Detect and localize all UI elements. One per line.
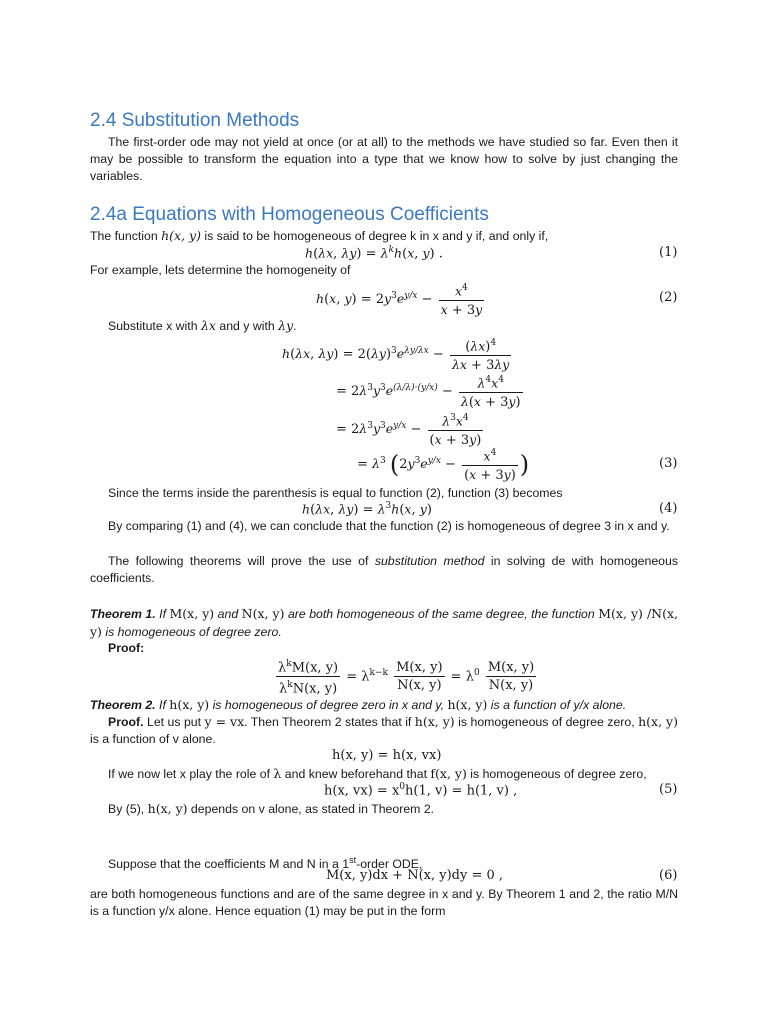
suppose-text: Suppose that the coefficients M and N in a 1st-order ODE, bbox=[108, 855, 423, 872]
equation-number-2: (2) bbox=[659, 290, 678, 305]
by5-text: By (5), h(x, y) depends on v alone, as stated in Theorem 2. bbox=[108, 801, 435, 816]
theorem-1: Theorem 1. If M(x, y) and N(x, y) are both homogeneous of the same degree, the function M(x, y) /N(x, y) is homogeneous of degree zero. bbox=[90, 606, 678, 639]
subsection-heading: 2.4a Equations with Homogeneous Coefficients bbox=[90, 204, 489, 225]
substitute-text: Substitute x with λx and y with λy. bbox=[108, 318, 297, 333]
derivation-line-1: h(λx, $\lambda y) = 2(\lambda y)^3e^{\lambda y/\lambda x}$ − $\frac{(\lambda x)^4}{\lambda x + 3\lambda y}$ bbox=[282, 335, 513, 374]
equation-5: h(x, $vx) = x^0h(1$, v) = h(1, v) , bbox=[324, 782, 518, 799]
since-text: Since the terms inside the parenthesis is equal to function (2), function (3) becomes bbox=[108, 486, 563, 500]
theorem-2: Theorem 2. If h(x, y) is homogeneous of degree zero in x and y, h(x, y) is a function of y/x alone. bbox=[90, 697, 627, 712]
equation-number-5: (5) bbox=[659, 782, 678, 797]
equation-6: M(x, y)dx + N(x, y)dy = 0 , bbox=[326, 868, 504, 883]
derivation-line-2: = $2\lambda^3y^3e^{(\lambda/\lambda)\cdot(y/x)}$ − $\frac{\lambda^4x^4}{\lambda(x + 3y)}$ bbox=[336, 372, 525, 411]
ifnow-text: If we now let x play the role of λ and knew beforehand that f(x, y) is homogeneous of degree zero, bbox=[108, 766, 647, 781]
following-paragraph: The following theorems will prove the use of substitution method in solving de with homogeneous coefficients. bbox=[90, 554, 679, 585]
equation-4: h(λx, $\lambda y) = \lambda^3h(x$, y) bbox=[302, 501, 432, 518]
equation-number-6: (6) bbox=[659, 868, 678, 883]
derivation-line-3: = $2\lambda^3y^3e^{y/x}$ − $\frac{\lambda^3x^4}{(x + 3y)}$ bbox=[336, 410, 485, 449]
equation-h-vx: h(x, y) = h(x, vx) bbox=[332, 748, 442, 763]
equation-1: h(λx, $\lambda y) = \lambda^kh(x$, y) . bbox=[305, 245, 443, 262]
equation-number-1: (1) bbox=[659, 245, 678, 260]
derivation-line-4: = $\lambda^3$ ($2y^3e^{y/x}$ − $\frac{x^4}{(x + 3y)}$ ) bbox=[357, 445, 529, 484]
equation-number-4: (4) bbox=[659, 501, 678, 516]
proof-equation: $\frac{\lambda^kM(x, y)}{\lambda^kN(x, y)}$ = $\lambda^{k-k}$ $\frac{M(x, y)}{N(x, y)}$ = $\lambda^0$ $\frac{M(x, y)}{N(x, y)}$ bbox=[274, 656, 538, 698]
proof-label: Proof: bbox=[108, 641, 145, 655]
section-heading: 2.4 Substitution Methods bbox=[90, 110, 300, 131]
example-text: For example, lets determine the homogeneity of bbox=[90, 263, 351, 277]
equation-number-3: (3) bbox=[659, 456, 678, 471]
both-paragraph: are both homogeneous functions and are of the same degree in x and y. By Theorem 1 and 2, the ratio M/N is a function y/x alone. Hence equation (1) may be put in the form bbox=[90, 887, 678, 918]
intro-paragraph: The first-order ode may not yield at once (or at all) to the methods we have studied so far. Even then it may be possible to transform the equation into a type that we know how to solve by just changing the variables. bbox=[90, 135, 678, 183]
definition-text: The function h(x, y) is said to be homogeneous of degree k in x and y if, and only if, bbox=[90, 228, 549, 243]
equation-2: h(x, $y) = 2y^3e^{y/x}$ − $\frac{x^4}{x + 3y}$ bbox=[316, 280, 486, 319]
proof-2: Proof. Let us put y = vx. Then Theorem 2 states that if h(x, y) is homogeneous of degree zero, h(x, y) is a function of v alone. bbox=[90, 714, 678, 746]
compare-paragraph: By comparing (1) and (4), we can conclude that the function (2) is homogeneous of degree 3 in x and y. bbox=[108, 519, 670, 533]
